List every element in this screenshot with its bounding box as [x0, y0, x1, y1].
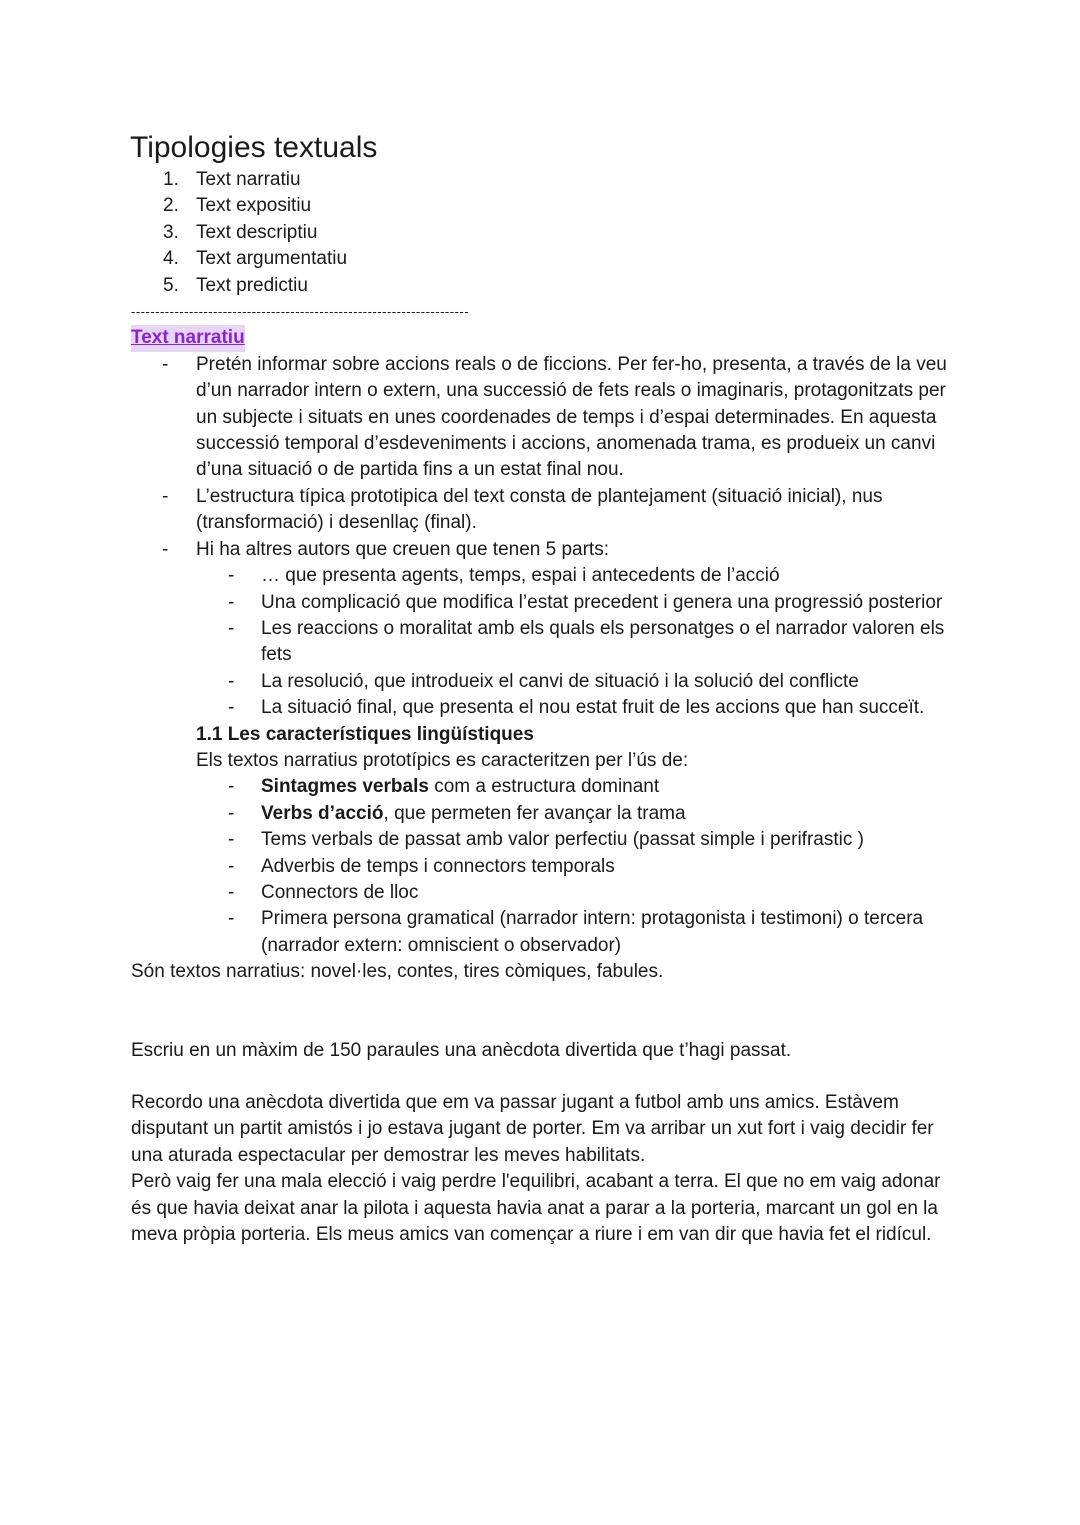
section-heading: Text narratiu	[131, 325, 245, 351]
list-item: - La situació final, que presenta el nou estat fruit de les accions que han succeït.	[228, 697, 925, 719]
exercise-prompt: Escriu en un màxim de 150 paraules una anècdota divertida que t’hagi passat.	[131, 1039, 792, 1061]
list-item: - Connectors de lloc	[228, 881, 419, 903]
toc-item: 4. Text argumentatiu	[163, 248, 348, 270]
toc-item: 2. Text expositiu	[163, 195, 312, 217]
list-item: - Sintagmes verbals com a estructura dominant	[228, 776, 660, 798]
list-item: - L’estructura típica prototipica del text consta de plantejament (situació inicial), nus (transformació) i desenllaç (final).	[162, 485, 883, 534]
list-item: - … que presenta agents, temps, espai i antecedents de l’acció	[228, 565, 780, 587]
list-item: - Hi ha altres autors que creuen que tenen 5 parts:	[162, 538, 609, 560]
section-points	[131, 352, 951, 563]
document-page	[131, 129, 951, 1248]
subsection-heading: 1.1 Les característiques lingüístiques	[196, 723, 534, 745]
toc-list	[131, 167, 951, 299]
parts-list	[131, 563, 951, 721]
list-item: - Les reaccions o moralitat amb els quals els personatges o el narrador valoren els fets	[228, 617, 945, 666]
spacer	[131, 986, 951, 1038]
list-item: - La resolució, que introdueix el canvi de situació i la solució del conflicte	[228, 670, 859, 692]
toc-item: 5. Text predictiu	[163, 274, 308, 296]
list-item: - Una complicació que modifica l’estat precedent i genera una progressió posterior	[228, 591, 943, 613]
features-list	[131, 774, 951, 959]
examples-line: Són textos narratius: novel·les, contes, tires còmiques, fabules.	[131, 961, 664, 983]
toc-item: 3. Text descriptiu	[163, 221, 318, 243]
answer-paragraph: Recordo una anècdota divertida que em va passar jugant a futbol amb uns amics. Estàvem disputant un partit amistós i jo estava jugant de porter. Em va arribar un xut fort i vaig decidir fer una aturada espectacular per demostrar les meves habilitats.	[131, 1092, 934, 1166]
list-item: - Adverbis de temps i connectors temporals	[228, 855, 615, 877]
list-item: - Verbs d’acció, que permeten fer avançar la trama	[228, 802, 686, 824]
divider-line: ----------------------------------------------------------------------	[131, 304, 470, 320]
spacer	[131, 1064, 951, 1090]
subsection-intro: Els textos narratius prototípics es caracteritzen per l’ús de:	[196, 749, 689, 771]
page-title: Tipologies textuals	[130, 131, 378, 164]
list-item: - Tems verbals de passat amb valor perfectiu (passat simple i perifrastic )	[228, 829, 864, 851]
answer-paragraph: Però vaig fer una mala elecció i vaig perdre l'equilibri, acabant a terra. El que no em vaig adonar és que havia deixat anar la pilota i aquesta havia anat a parar a la porteria, marcant un gol en la meva pròpia porteria. Els meus amics van començar a riure i em van dir que havia fet el ridícul.	[131, 1171, 941, 1246]
list-item: - Primera persona gramatical (narrador intern: protagonista i testimoni) o tercera (narrador extern: omniscient o observador)	[228, 908, 924, 956]
list-item: - Pretén informar sobre accions reals o de ficcions. Per fer-ho, presenta, a través de la veu d’un narrador intern o extern, una successió de fets reals o imaginaris, protagonitzats per un subjecte i situats en unes coordenades de temps i d’espai determinades. En aquesta successió temporal d’esdeveniments i accions, anomenada trama, es produeix un canvi d’una situació o de partida fins a un estat final nou.	[162, 353, 947, 481]
toc-item: 1. Text narratiu	[163, 169, 301, 190]
